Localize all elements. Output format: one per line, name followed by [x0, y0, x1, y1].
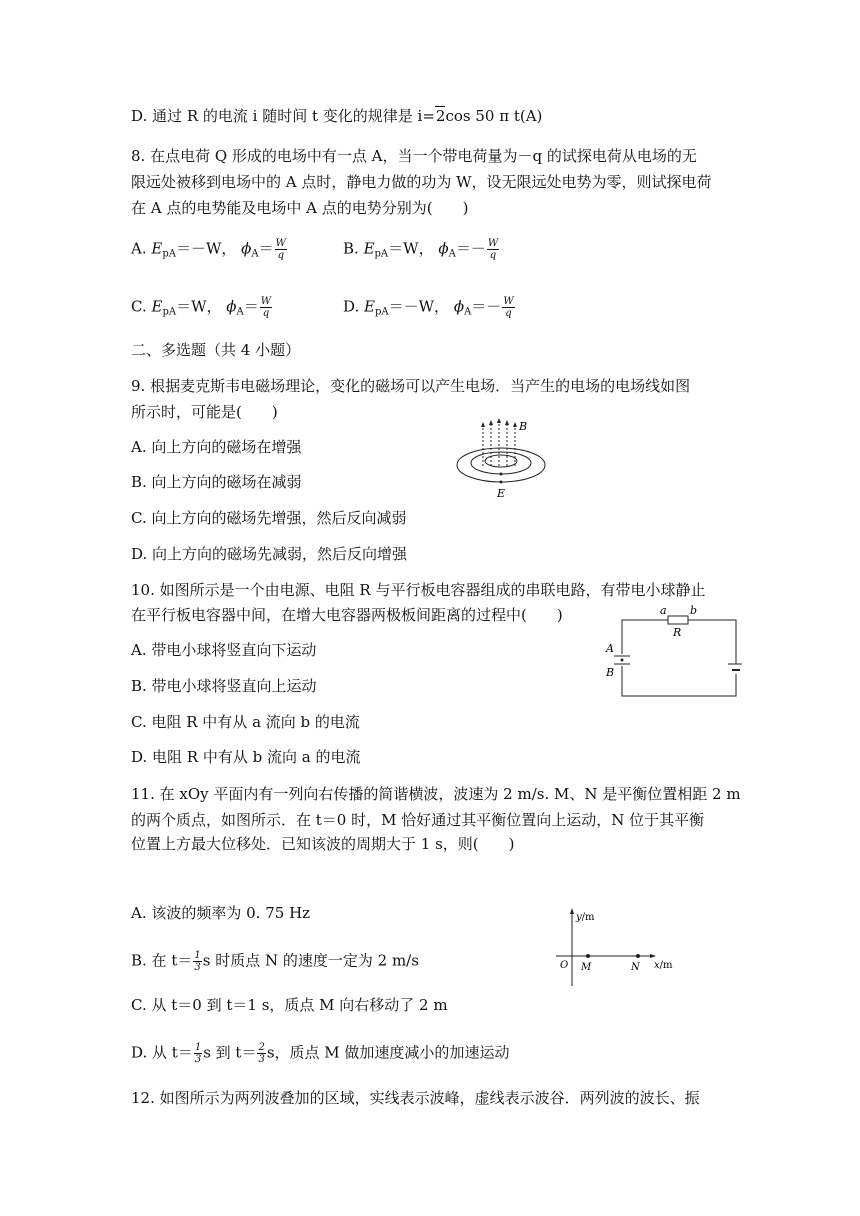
potential-symbol: ϕ	[438, 239, 449, 258]
potential-subscript: A	[448, 248, 456, 260]
q10-option-a: A. 带电小球将竖直向下运动	[131, 641, 317, 659]
q7-option-d	[131, 106, 542, 126]
energy-subscript: pA	[374, 248, 389, 260]
q11-option-d	[131, 1042, 509, 1065]
option-label: B.	[343, 239, 359, 258]
q8-option-a	[131, 238, 288, 265]
energy-subscript: pA	[162, 306, 177, 318]
q8-option-d	[343, 296, 516, 323]
charged-ball	[621, 659, 624, 662]
q10-option-c: C. 电阻 R 中有从 a 流向 b 的电流	[131, 713, 360, 731]
option-label: A.	[131, 239, 147, 258]
sqrt-value: 2	[435, 107, 446, 125]
fraction-denominator: q	[262, 308, 270, 319]
potential-sign: ＝－	[455, 239, 486, 258]
option-text: D. 从 t＝	[131, 1043, 193, 1062]
fraction-denominator: 3	[258, 1054, 265, 1065]
energy-symbol: E	[151, 239, 163, 258]
q10-option-b: B. 带电小球将竖直向上运动	[131, 677, 317, 695]
x-axis-label: x/m	[654, 960, 673, 971]
option-text: B. 在 t＝	[131, 951, 193, 970]
q9-option-c: C. 向上方向的磁场先增强，然后反向减弱	[131, 509, 407, 527]
terminal-b-label: b	[690, 604, 698, 617]
energy-symbol: E	[151, 297, 163, 316]
potential-symbol: ϕ	[241, 239, 252, 258]
y-axis-label: y/m	[576, 912, 595, 923]
wire	[622, 666, 736, 696]
plate-a-label: A	[606, 642, 614, 655]
q11-stem-line-1: 11. 在 xOy 平面内有一列向右传播的简谐横波，波速为 2 m/s. M、N 是平衡位置相距 2 m	[131, 785, 741, 803]
q8-stem-line-2: 限远处被移到电场中的 A 点时，静电力做的功为 W，设无限远处电势为零，则试探电荷	[131, 173, 712, 191]
potential-subscript: A	[236, 306, 244, 318]
option-text-tail: s，质点 M 做加速度减小的加速运动	[266, 1043, 510, 1062]
fraction-denominator: 3	[194, 962, 201, 973]
fraction	[194, 1042, 202, 1065]
option-label: D.	[343, 297, 360, 316]
q9-field-figure	[455, 418, 575, 502]
fraction-denominator: 3	[194, 1054, 202, 1065]
q11-option-b	[131, 950, 419, 973]
option-text: 通过 R 的电流 i 随时间 t 变化的规律是 i=	[152, 107, 435, 125]
wire	[688, 620, 736, 664]
x-arrow-icon	[650, 954, 656, 958]
q8-option-c	[131, 296, 273, 323]
fraction-numerator: 1	[194, 950, 201, 961]
potential-sign: ＝－	[471, 297, 502, 316]
fraction-numerator: W	[275, 238, 286, 249]
fraction	[257, 1042, 265, 1065]
fraction-numerator: W	[503, 296, 514, 307]
fraction-denominator: q	[489, 250, 497, 261]
q8-stem-line-3: 在 A 点的电势能及电场中 A 点的电势分别为( )	[131, 199, 469, 217]
q9-option-b: B. 向上方向的磁场在减弱	[131, 473, 302, 491]
terminal-a-label: a	[660, 604, 667, 617]
fraction-numerator: 2	[258, 1042, 265, 1053]
plate-b-label: B	[606, 666, 615, 679]
energy-subscript: pA	[375, 306, 389, 318]
q9-stem-line-2: 所示时，可能是( )	[131, 403, 278, 421]
fraction	[260, 296, 272, 319]
field-line-ellipse	[457, 448, 545, 482]
energy-symbol: E	[363, 239, 375, 258]
option-text-tail: cos 50 π t(A)	[445, 107, 543, 125]
energy-value: ＝－W，	[388, 297, 450, 316]
q9-option-a: A. 向上方向的磁场在增强	[131, 438, 302, 456]
point-m	[586, 954, 590, 958]
fraction-numerator: 1	[194, 1042, 202, 1053]
point-n	[636, 954, 640, 958]
field-line-ellipse	[485, 455, 517, 467]
resistor	[668, 616, 688, 624]
option-label: D.	[131, 107, 148, 125]
fraction	[487, 238, 499, 261]
point-n-label: N	[631, 962, 640, 973]
b-field-label: B	[519, 420, 528, 433]
option-text-tail: s 时质点 N 的速度一定为 2 m/s	[202, 951, 419, 970]
q8-stem-line-1: 8. 在点电荷 Q 形成的电场中有一点 A，当一个带电荷量为－q 的试探电荷从电场的无	[131, 147, 697, 165]
q11-option-c: C. 从 t＝0 到 t＝1 s，质点 M 向右移动了 2 m	[131, 996, 448, 1014]
q11-option-a: A. 该波的频率为 0. 75 Hz	[131, 904, 311, 922]
energy-symbol: E	[364, 297, 375, 316]
potential-sign: ＝	[258, 239, 274, 258]
q9-option-d: D. 向上方向的磁场先减弱，然后反向增强	[131, 545, 408, 563]
fraction-numerator: W	[260, 296, 272, 307]
option-text-middle: s 到 t＝	[203, 1043, 257, 1062]
q10-stem-line-2: 在平行板电容器中间，在增大电容器两极板间距离的过程中( )	[131, 606, 563, 624]
energy-value: ＝W，	[176, 297, 222, 316]
energy-subscript: pA	[162, 248, 176, 260]
q10-stem-line-1: 10. 如图所示是一个由电源、电阻 R 与平行板电容器组成的串联电路，有带电小球静止	[131, 581, 706, 599]
fraction	[193, 950, 201, 973]
fraction-denominator: q	[277, 250, 284, 261]
e-field-label: E	[497, 487, 506, 500]
potential-subscript: A	[464, 306, 472, 318]
fraction	[502, 296, 514, 319]
energy-value: ＝－W，	[175, 239, 237, 258]
q11-stem-line-2: 的两个质点，如图所示．在 t＝0 时，M 恰好通过其平衡位置向上运动，N 位于其平衡	[131, 811, 705, 829]
option-label: C.	[131, 297, 147, 316]
fraction-numerator: W	[487, 238, 499, 249]
q11-stem-line-3: 位置上方最大位移处．已知该波的周期大于 1 s，则( )	[131, 835, 515, 853]
resistor-label: R	[673, 626, 682, 639]
fraction-denominator: q	[505, 308, 512, 319]
energy-value: ＝W，	[388, 239, 434, 258]
q11-axis-figure	[552, 906, 682, 990]
section-heading-multiple-choice: 二、多选题（共 4 小题）	[131, 341, 301, 359]
y-arrow-icon	[570, 908, 574, 914]
q8-option-b	[343, 238, 500, 265]
wire	[622, 620, 668, 654]
potential-sign: ＝	[243, 297, 259, 316]
q9-stem-line-1: 9. 根据麦克斯韦电磁场理论，变化的磁场可以产生电场．当产生的电场的电场线如图	[131, 377, 691, 395]
potential-subscript: A	[251, 248, 259, 260]
q10-circuit-figure	[602, 604, 742, 700]
origin-label: O	[560, 960, 569, 971]
point-m-label: M	[581, 962, 592, 973]
potential-symbol: ϕ	[453, 297, 465, 316]
q10-option-d: D. 电阻 R 中有从 b 流向 a 的电流	[131, 748, 361, 766]
potential-symbol: ϕ	[226, 297, 237, 316]
q12-stem-line-1: 12. 如图所示为两列波叠加的区域，实线表示波峰，虚线表示波谷．两列波的波长、振	[131, 1089, 700, 1107]
fraction	[275, 238, 287, 261]
